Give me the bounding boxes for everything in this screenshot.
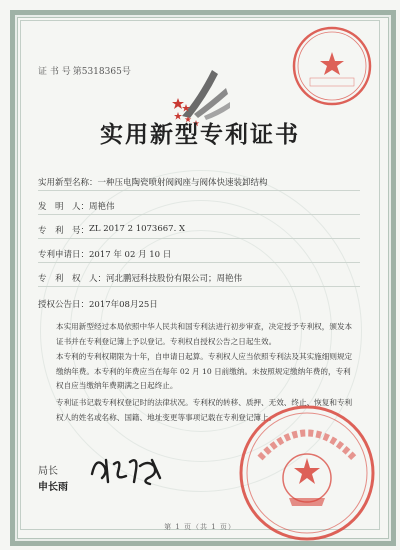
field-inventor <box>38 200 115 212</box>
field-value: 河北鹏冠科技股份有限公司；周艳伟 <box>106 274 243 284</box>
certificate-number <box>38 64 131 77</box>
field-value: 2017 年 02 月 10 日 <box>89 250 172 260</box>
field-label: 专 利 权 人： <box>38 274 107 284</box>
field-value: 2017年08月25日 <box>89 300 158 310</box>
divider <box>38 214 360 215</box>
director-title: 局长 <box>38 466 58 477</box>
divider <box>38 286 360 287</box>
field-label: 实用新型名称： <box>38 178 98 188</box>
divider <box>38 238 360 239</box>
certificate-number-label: 证 书 号 <box>38 67 71 77</box>
divider <box>38 190 360 191</box>
certificate-number-value: 第5318365号 <box>72 67 131 77</box>
field-value: ZL 2017 2 1073667. X <box>89 224 186 234</box>
field-label: 授权公告日： <box>38 300 90 310</box>
field-patent-number <box>38 224 185 236</box>
top-seal-stamp <box>288 22 376 110</box>
field-label: 发 明 人： <box>38 202 90 212</box>
field-label: 专 利 号： <box>38 226 90 236</box>
certificate-paragraph-1: 本实用新型经过本局依照中华人民共和国专利法进行初步审查，决定授予专利权，颁发本证书并在专利登记簿上予以登记。专利权自授权公告之日起生效。 <box>56 322 353 346</box>
field-patentee <box>38 272 242 284</box>
divider <box>38 262 360 263</box>
field-grant-date <box>38 298 158 310</box>
field-value: 一种压电陶瓷喷射阀阀座与阀体快速装卸结构 <box>97 178 268 188</box>
certificate-title: 实用新型专利证书 <box>100 121 300 148</box>
field-label: 专利申请日： <box>38 250 90 260</box>
field-application-date <box>38 248 171 260</box>
director-signature <box>88 448 168 488</box>
page-footer: 第 1 页（共 1 页） <box>164 523 236 531</box>
director-name: 申长雨 <box>38 482 68 493</box>
field-utility-model-name <box>38 176 268 188</box>
field-value: 周艳伟 <box>89 202 115 212</box>
certificate-paragraph-3: 专利证书记载专利权登记时的法律状况。专利权的转移、质押、无效、终止、恢复和专利权人的姓名或名称、国籍、地址变更等事项记载在专利登记簿上。 <box>56 398 353 422</box>
certificate-paragraph-2: 本专利的专利权期限为十年，自申请日起算。专利权人应当依照专利法及其实施细则规定缴纳年费。本专利的年费应当在每年 02 月 10 日前缴纳。未按照规定缴纳年费的，专利权自应当缴纳年费期满之日起终止。 <box>56 352 353 390</box>
